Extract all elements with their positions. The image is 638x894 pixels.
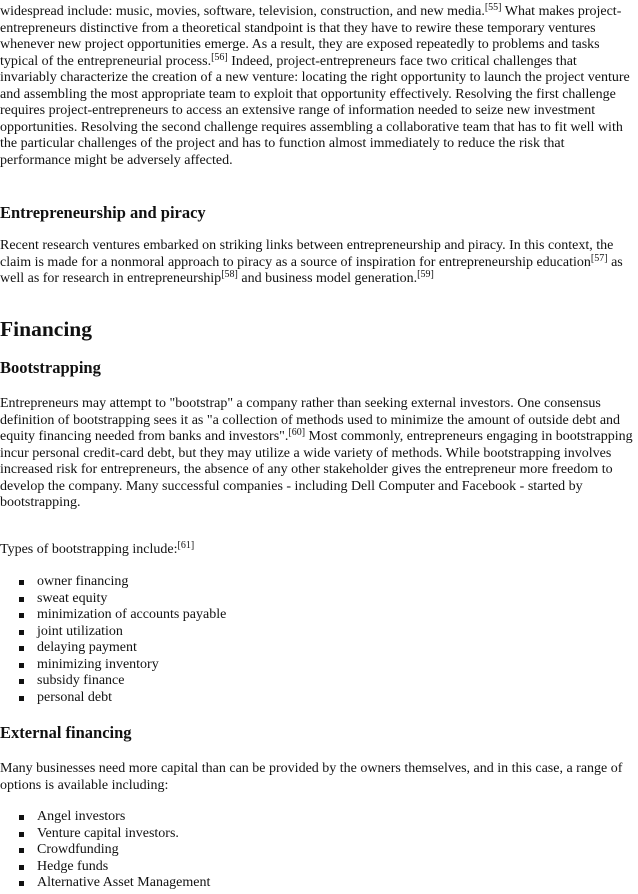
piracy-paragraph xyxy=(0,238,634,288)
external-financing-options-list xyxy=(0,809,634,892)
bullet-icon xyxy=(19,865,24,870)
citation-link[interactable]: [56] xyxy=(211,51,228,63)
paragraph-text: as well as for research in entrepreneurship xyxy=(0,254,623,286)
citation-link[interactable]: [61] xyxy=(177,540,195,551)
section-heading: Entrepreneurship and piracy xyxy=(0,203,206,222)
bullet-icon xyxy=(19,832,24,837)
subsection-heading: External financing xyxy=(0,723,132,742)
citation-link[interactable]: [58] xyxy=(221,269,238,280)
paragraph-text: and business model generation. xyxy=(237,271,418,286)
paragraph-text: widespread include: music, movies, software, television, construction, and new media. xyxy=(0,4,485,19)
bullet-icon xyxy=(19,613,24,618)
section-heading: Financing xyxy=(0,317,92,341)
subsection-heading: Bootstrapping xyxy=(0,358,101,377)
bullet-icon xyxy=(19,663,24,668)
citation-link[interactable]: [57] xyxy=(590,252,608,264)
bullet-icon xyxy=(19,646,24,651)
list-item: owner financing xyxy=(19,574,634,591)
list-item: delaying payment xyxy=(19,640,634,657)
list-item: minimization of accounts payable xyxy=(19,607,634,624)
paragraph-text: Recent research ventures embarked on striking links between entrepreneurship and piracy. In this context, the claim is made for a nonmoral approach to piracy as a source of inspiration for entrepreneurship education xyxy=(0,238,614,270)
citation-link[interactable]: [60] xyxy=(288,427,306,438)
list-item: personal debt xyxy=(19,690,634,707)
bullet-icon xyxy=(19,630,24,635)
list-item: sweat equity xyxy=(19,591,634,608)
external-financing-section xyxy=(0,723,634,743)
piracy-section xyxy=(0,203,634,223)
list-item: joint utilization xyxy=(19,624,634,641)
list-item: Angel investors xyxy=(19,809,634,826)
list-item: Venture capital investors. xyxy=(19,826,634,843)
paragraph-text: Indeed, project-entrepreneurs face two critical challenges that invariably characterize the creation of a new venture: locating the right opportunity to launch the project venture and assembling the most appropriate team to exploit that opportunity effectively. Resolving the first challenge requires project-entrepreneurs to access an extensive range of information needed to seize new investment opportunities. Resolving the second challenge requires assembling a collaborative team that has to fit well with the particular challenges of the project and has to function almost immediately to reduce the risk that performance might be adversely affected. xyxy=(0,53,630,168)
bullet-icon xyxy=(19,881,24,886)
list-item: Hedge funds xyxy=(19,859,634,876)
paragraph-text: What makes project-entrepreneurs distinctive from a theoretical standpoint is that they have to rewire these temporary ventures whenever new project opportunities emerge. As a result, they are exposed repeatedly to problems and tasks typical of the entrepreneurial process. xyxy=(0,4,622,69)
paragraph-text: Most commonly, entrepreneurs engaging in bootstrapping incur personal credit-card debt, but they may utilize a wide variety of methods. While bootstrapping involves increased risk for entrepreneurs, the absence of any other stakeholder gives the entrepreneur more freedom to develop the company. Many successful companies - including Dell Computer and Facebook - started by bootstrapping. xyxy=(0,429,633,510)
list-item: Crowdfunding xyxy=(19,842,634,859)
bootstrapping-types-list xyxy=(0,574,634,706)
bullet-icon xyxy=(19,597,24,602)
bootstrapping-section xyxy=(0,358,634,378)
paragraph-text: Many businesses need more capital than can be provided by the owners themselves, and in this case, a range of options is available including: xyxy=(0,761,623,793)
bullet-icon xyxy=(19,580,24,585)
list-item: Alternative Asset Management xyxy=(19,875,634,892)
bootstrapping-types-intro xyxy=(0,542,634,559)
bullet-icon xyxy=(19,679,24,684)
bullet-icon xyxy=(19,696,24,701)
list-item: minimizing inventory xyxy=(19,657,634,674)
external-financing-paragraph xyxy=(0,761,634,794)
bullet-icon xyxy=(19,815,24,820)
project-entrepreneurs-paragraph xyxy=(0,4,634,169)
paragraph-text: Types of bootstrapping include: xyxy=(0,542,178,557)
financing-section xyxy=(0,316,634,342)
bootstrapping-paragraph xyxy=(0,396,634,512)
paragraph-text: Entrepreneurs may attempt to "bootstrap" a company rather than seeking external investors. One consensus definition of bootstrapping sees it as "a collection of methods used to minimize the amount of outside debt and equity financing needed from banks and investors". xyxy=(0,396,621,444)
citation-link[interactable]: [55] xyxy=(484,2,502,13)
list-item: subsidy finance xyxy=(19,673,634,690)
bullet-icon xyxy=(19,848,24,853)
citation-link[interactable]: [59] xyxy=(417,269,434,280)
